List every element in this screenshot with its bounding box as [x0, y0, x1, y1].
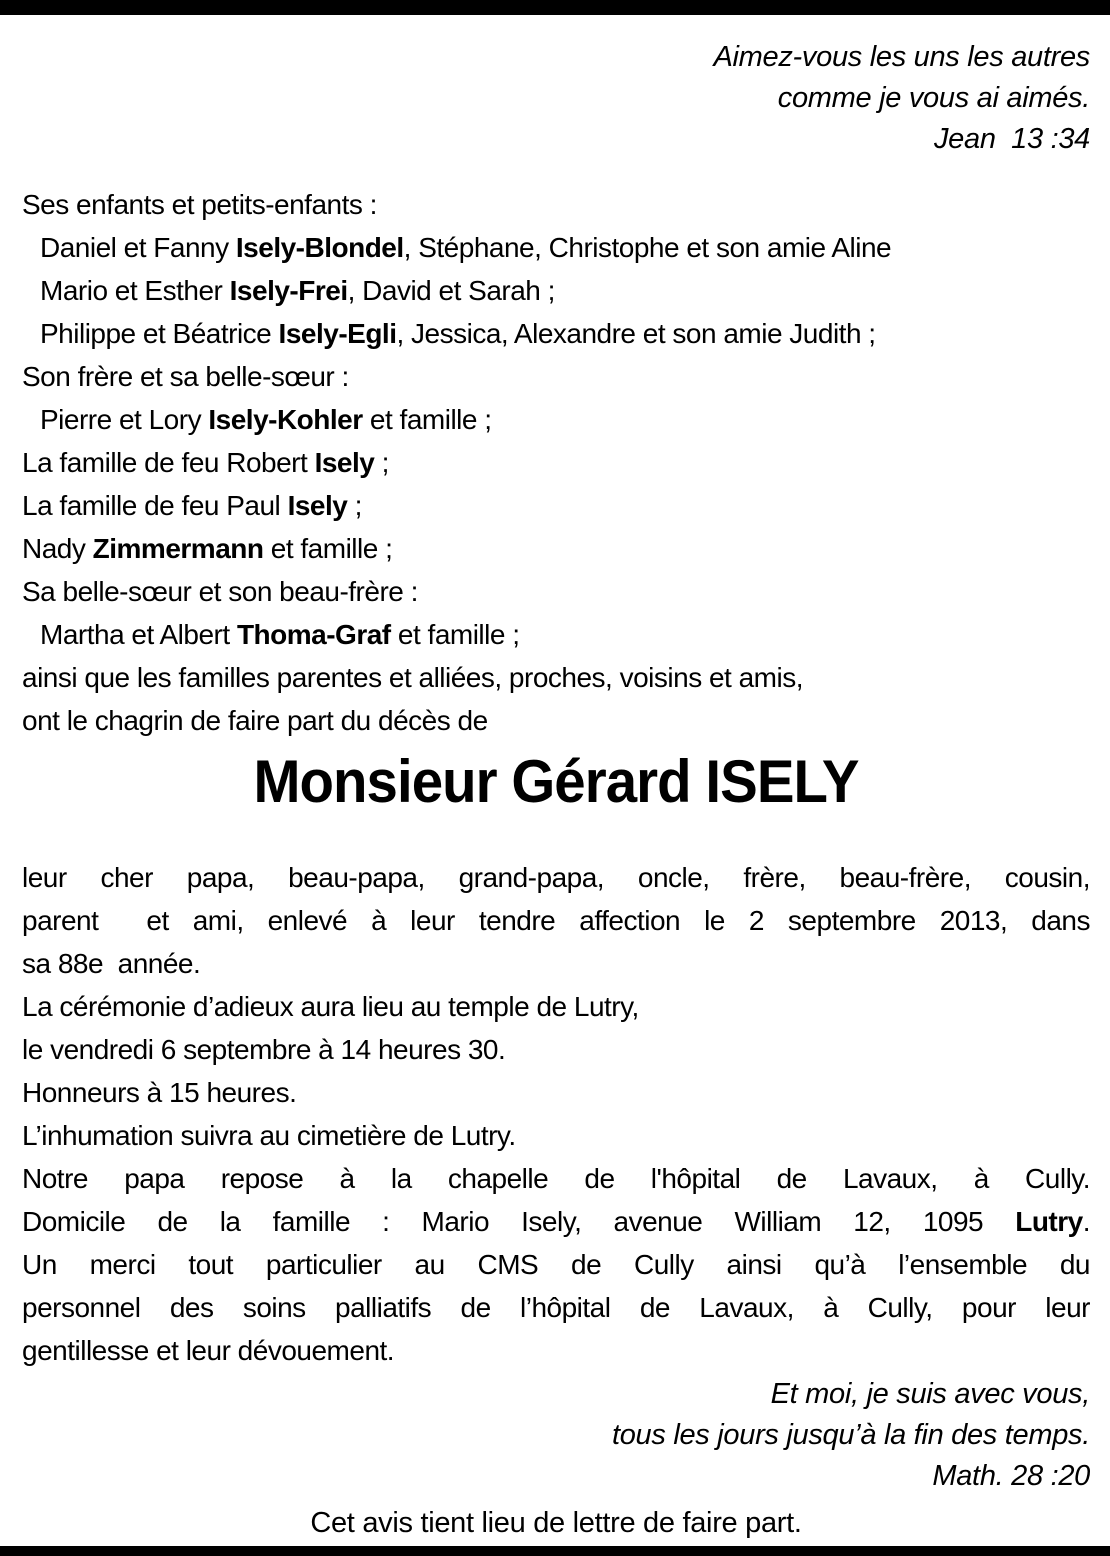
- text-line: [22, 441, 1090, 484]
- text-line: [22, 1329, 1090, 1372]
- text-segment: Daniel et Fanny: [40, 232, 236, 263]
- text-segment: Son frère et sa belle-sœur :: [22, 361, 349, 392]
- text-line: Math. 28 :20: [932, 1460, 1090, 1492]
- text-line: [22, 1200, 1090, 1243]
- text-segment: Domicile de la famille : Mario Isely, avenue William 12, 1095: [22, 1206, 1016, 1237]
- bottom-rule: [0, 1546, 1110, 1556]
- text-segment: et famille ;: [263, 533, 393, 564]
- text-segment: L’inhumation suivra au cimetière de Lutry.: [22, 1120, 516, 1151]
- text-line: [22, 1028, 1090, 1071]
- text-line: [22, 1286, 1090, 1329]
- emphasized-name: Isely-Frei: [229, 275, 348, 306]
- text-line: [22, 942, 1090, 985]
- text-line: [22, 699, 1090, 742]
- text-segment: leur cher papa, beau-papa, grand-papa, oncle, frère, beau-frère, cousin,: [22, 862, 1090, 893]
- text-line: [22, 570, 1090, 613]
- text-line: [22, 1071, 1090, 1114]
- emphasized-name: Lutry: [1015, 1206, 1083, 1237]
- text-segment: Ses enfants et petits-enfants :: [22, 189, 377, 220]
- text-line: tous les jours jusqu’à la fin des temps.: [611, 1419, 1090, 1451]
- scripture-quote-top: [22, 37, 1090, 160]
- text-segment: Pierre et Lory: [40, 404, 209, 435]
- text-segment: parent et ami, enlevé à leur tendre affection le 2 septembre 2013, dans: [22, 905, 1090, 936]
- text-line: [22, 312, 1090, 355]
- text-line: [22, 1157, 1090, 1200]
- text-line: [22, 1114, 1090, 1157]
- text-line: [22, 613, 1090, 656]
- text-line: [22, 899, 1090, 942]
- text-segment: et famille ;: [390, 619, 520, 650]
- text-line: [22, 398, 1090, 441]
- text-line: [22, 226, 1090, 269]
- scripture-quote-bottom: [22, 1374, 1090, 1497]
- emphasized-name: Thoma-Graf: [236, 619, 391, 650]
- text-segment: La cérémonie d’adieux aura lieu au temple de Lutry,: [22, 991, 639, 1022]
- text-line: comme je vous ai aimés.: [777, 82, 1090, 114]
- text-segment: Philippe et Béatrice: [40, 318, 279, 349]
- text-segment: .: [1082, 1206, 1090, 1237]
- text-segment: Notre papa repose à la chapelle de l'hôpital de Lavaux, à Cully.: [22, 1163, 1090, 1194]
- announcement-body: [22, 856, 1090, 1372]
- emphasized-name: Isely-Kohler: [208, 404, 363, 435]
- text-segment: ont le chagrin de faire part du décès de: [22, 705, 488, 736]
- text-line: [22, 183, 1090, 226]
- text-segment: Nady: [22, 533, 93, 564]
- text-segment: sa 88e année.: [22, 948, 201, 979]
- text-segment: Mario et Esther: [40, 275, 230, 306]
- relatives-list: [22, 183, 1090, 742]
- text-segment: , Jessica, Alexandre et son amie Judith ;: [396, 318, 876, 349]
- text-line: [22, 1243, 1090, 1286]
- emphasized-name: Isely-Blondel: [235, 232, 404, 263]
- text-line: [22, 269, 1090, 312]
- text-segment: ;: [347, 490, 362, 521]
- emphasized-name: Isely: [314, 447, 375, 478]
- emphasized-name: Isely-Egli: [278, 318, 397, 349]
- text-line: [22, 856, 1090, 899]
- text-line: [22, 484, 1090, 527]
- text-segment: ;: [374, 447, 389, 478]
- text-segment: La famille de feu Robert: [22, 447, 315, 478]
- text-segment: ainsi que les familles parentes et alliées, proches, voisins et amis,: [22, 662, 803, 693]
- text-line: [22, 355, 1090, 398]
- top-rule: [0, 0, 1110, 15]
- text-segment: , Stéphane, Christophe et son amie Aline: [403, 232, 892, 263]
- text-segment: personnel des soins palliatifs de l’hôpital de Lavaux, à Cully, pour leur: [22, 1292, 1090, 1323]
- notice-content: [22, 15, 1090, 1541]
- text-segment: Sa belle-sœur et son beau-frère :: [22, 576, 418, 607]
- text-segment: La famille de feu Paul: [22, 490, 288, 521]
- text-segment: Honneurs à 15 heures.: [22, 1077, 297, 1108]
- emphasized-name: Zimmermann: [92, 533, 264, 564]
- text-line: Jean 13 :34: [933, 123, 1090, 155]
- deceased-name: Monsieur Gérard ISELY: [253, 748, 859, 815]
- text-segment: Martha et Albert: [40, 619, 237, 650]
- text-line: Et moi, je suis avec vous,: [770, 1378, 1090, 1410]
- text-line: [22, 656, 1090, 699]
- closing-line: Cet avis tient lieu de lettre de faire part.: [310, 1507, 802, 1539]
- text-segment: le vendredi 6 septembre à 14 heures 30.: [22, 1034, 506, 1065]
- text-line: Aimez-vous les uns les autres: [713, 41, 1090, 73]
- text-line: [22, 985, 1090, 1028]
- text-segment: gentillesse et leur dévouement.: [22, 1335, 395, 1366]
- text-segment: et famille ;: [362, 404, 492, 435]
- text-line: [22, 527, 1090, 570]
- text-segment: Un merci tout particulier au CMS de Cully ainsi qu’à l’ensemble du: [22, 1249, 1090, 1280]
- text-segment: , David et Sarah ;: [347, 275, 555, 306]
- emphasized-name: Isely: [287, 490, 348, 521]
